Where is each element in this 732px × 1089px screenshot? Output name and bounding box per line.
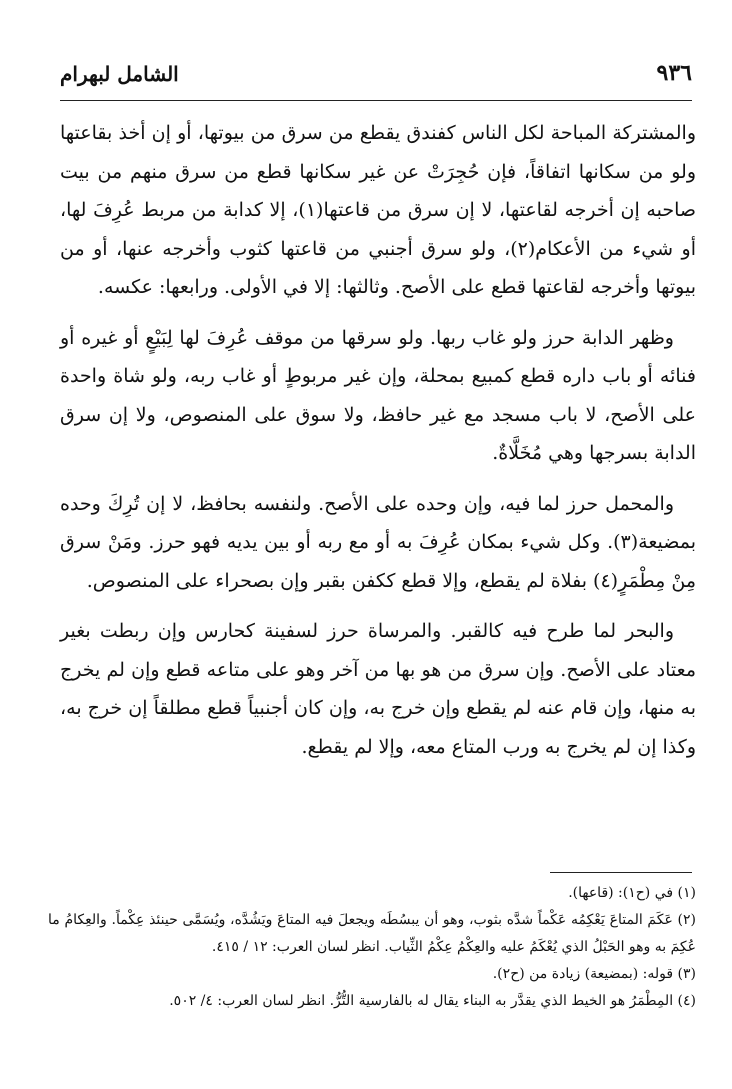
paragraph-1: والمشتركة المباحة لكل الناس كفندق يقطع من سرق من بيوتها، أو إن أخذ بقاعتها ولو من سكانها اتفاقاً، فإن حُجِرَتْ عن غير سكانها قطع من سرق منهم من بيت صاحبه إن أخرجه لقاعتها، لا إن سرق من قاعتها(١)، إلا كدابة من مربط عُرِفَ لها، أو شيء من الأعكام(٢)، ولو سرق أجنبي من قاعتها كثوب وأخرجه عنها، أو من بيوتها وأخرجه لقاعتها قطع على الأصح. وثالثها: إلا في الأولى. ورابعها: عكسه.: [60, 122, 696, 298]
footnote-divider: [550, 872, 692, 873]
paragraph-4: والبحر لما طرح فيه كالقبر. والمرساة حرز لسفينة كحارس وإن ربطت بغير معتاد على الأصح. وإن سرق من هو بها من آخر وهو على متاعه قطع وإن لم يخرج به منها، وإن قام عنه لم يقطع وإن خرج به، وإن كان أجنبياً قطع مطلقاً إن خرج به، وكذا إن لم يخرج به ورب المتاع معه، وإلا لم يقطع.: [60, 620, 696, 758]
page-number: ٩٣٦: [656, 60, 692, 86]
running-title: الشامل لبهرام: [60, 62, 179, 86]
header-divider: [60, 100, 692, 101]
paragraph-2: وظهر الدابة حرز ولو غاب ربها. ولو سرقها من موقف عُرِفَ لها لِبَيْعٍ أو غيره أو فنائه أو باب داره قطع كمبيع بمحلة، وإن غير مربوطٍ أو غاب ربه، ولو شاة واحدة على الأصح، لا باب مسجد مع غير حافظ، ولا سوق على المنصوص، ولا إن سرق الدابة بسرجها وهي مُخَلَّاةٌ.: [60, 326, 696, 464]
main-text: [60, 114, 696, 778]
footnote-1: (١) في (ح١): (قاعها).: [568, 885, 696, 901]
footnote-3: (٣) قوله: (بمضيعة) زيادة من (ح٢).: [492, 966, 696, 982]
page-header: [60, 58, 692, 92]
footnotes: [48, 880, 696, 1015]
footnote-4: (٤) المِطْمَرُ هو الخيط الذي يقدَّر به البناء يقال له بالفارسية التُّرُّ. انظر لسان العرب: ٤/ ٥٠٢.: [169, 993, 696, 1009]
paragraph-3: والمحمل حرز لما فيه، وإن وحده على الأصح. ولنفسه بحافظ، لا إن تُرِكَ وحده بمضيعة(٣). وكل شيء بمكان عُرِفَ به أو مع ربه أو بين يديه فهو حرز. ومَنْ سرق مِنْ مِطْمَرٍ(٤) بفلاة لم يقطع، وإلا قطع ككفن بقبر وإن بصحراء على المنصوص.: [60, 492, 696, 592]
footnote-2: (٢) عَكَمَ المتاعَ يَعْكِمُه عَكْماً شدَّه بثوب، وهو أن يبسُطَه ويجعلَ فيه المتاعَ ويَشُدَّه، ويُسَمَّى حينئذ عِكْماً. والعِكامُ ما عُكِمَ به وهو الحَبْلُ الذي يُعْكَمُ عليه والعِكْمُ عِكْمُ الثِّياب. انظر لسان العرب: ١٢ / ٤١٥.: [48, 912, 696, 955]
